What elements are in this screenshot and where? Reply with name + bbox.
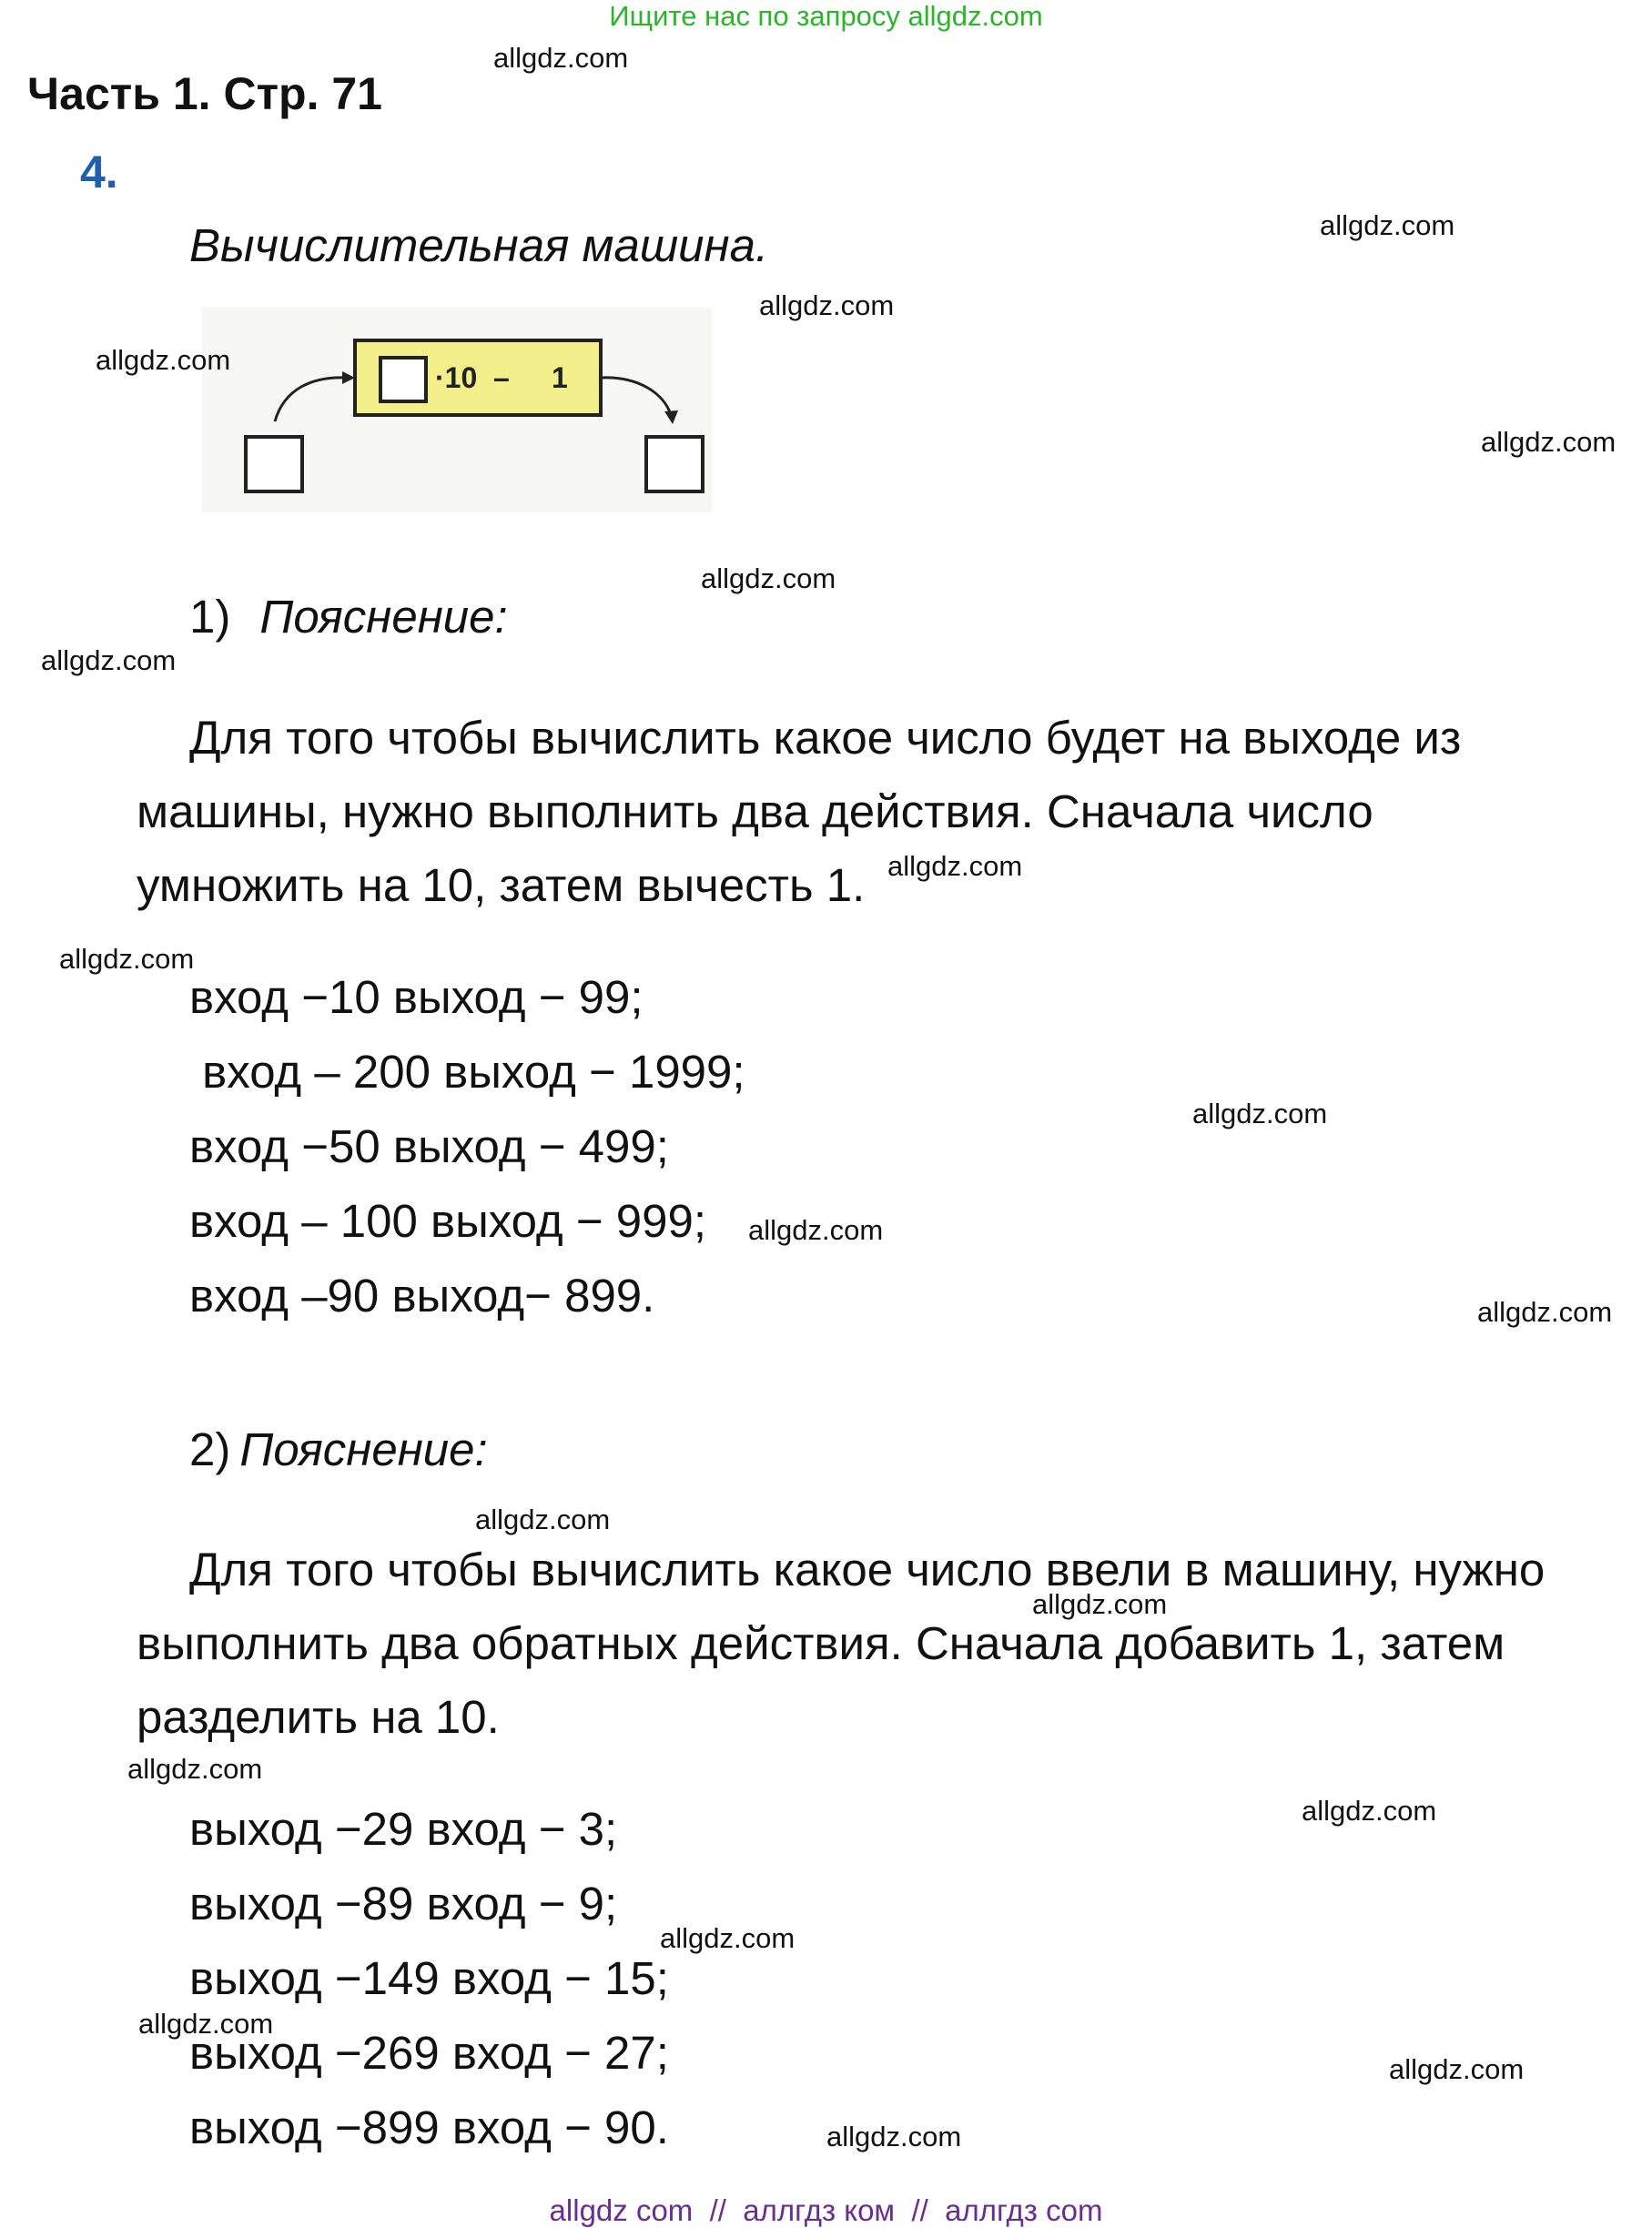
formula-multiply: ·10 (435, 361, 478, 394)
answer-row: вход – 200 выход − 1999; (189, 1046, 745, 1098)
watermark: allgdz.com (475, 1504, 611, 1535)
watermark: allgdz.com (748, 1214, 884, 1246)
answer-row: вход – 100 выход − 999; (189, 1195, 707, 1247)
answer-row: выход −89 вход − 9; (189, 1878, 618, 1929)
section2-label: Пояснение: (239, 1423, 488, 1475)
section1-label: Пояснение: (259, 591, 508, 643)
watermark: allgdz.com (1481, 426, 1617, 458)
watermark: allgdz.com (1320, 209, 1455, 241)
input-box (246, 437, 302, 491)
answer-row: выход −29 вход − 3; (189, 1803, 618, 1855)
answer-row: вход −50 выход − 499; (189, 1120, 669, 1172)
formula-dash: – (493, 361, 510, 394)
paragraph-line: Для того чтобы вычислить какое число ввели в машину, нужно (189, 1544, 1546, 1595)
top-banner: Ищите нас по запросу allgdz.com (609, 0, 1043, 32)
paragraph-line: машины, нужно выполнить два действия. Сначала число (137, 785, 1373, 837)
watermark: allgdz.com (660, 1922, 796, 1954)
section2-number: 2) (189, 1423, 231, 1475)
output-box (646, 437, 703, 491)
answer-row: вход –90 выход− 899. (189, 1270, 655, 1322)
watermark: allgdz.com (1192, 1098, 1328, 1129)
answer-row: выход −269 вход − 27; (189, 2027, 669, 2079)
formula-subtract: 1 (552, 361, 568, 394)
watermark: allgdz.com (96, 344, 231, 376)
paragraph-line: Для того чтобы вычислить какое число будет на выходе из (189, 712, 1462, 764)
watermark: allgdz.com (887, 850, 1023, 882)
paragraph-line: выполнить два обратных действия. Сначала добавить 1, затем (137, 1617, 1505, 1669)
task-number: 4. (80, 147, 118, 197)
section2-explanation (137, 1533, 1629, 1754)
section1-heading (189, 590, 508, 643)
watermark: allgdz.com (138, 2008, 274, 2040)
page-title: Часть 1. Стр. 71 (27, 68, 382, 119)
watermark: allgdz.com (1477, 1296, 1613, 1328)
paragraph-line: разделить на 10. (137, 1691, 500, 1743)
section1-number: 1) (189, 591, 231, 643)
answer-row: вход −10 выход − 99; (189, 971, 644, 1023)
machine-title: Вычислительная машина. (189, 219, 769, 271)
section2-heading (189, 1423, 488, 1476)
computing-machine-diagram (202, 308, 712, 512)
section1-explanation (137, 701, 1629, 922)
answer-row: выход −149 вход − 15; (189, 1952, 669, 2004)
watermark: allgdz.com (826, 2121, 962, 2152)
watermark: allgdz.com (1032, 1588, 1168, 1620)
watermark: allgdz.com (1302, 1795, 1437, 1827)
watermark: allgdz.com (41, 644, 177, 676)
watermark: allgdz.com (1389, 2053, 1525, 2085)
watermark: allgdz.com (759, 289, 895, 321)
watermark: allgdz.com (493, 42, 629, 74)
watermark: allgdz.com (701, 562, 836, 594)
answer-row: выход −899 вход − 90. (189, 2101, 669, 2153)
watermark: allgdz.com (59, 943, 195, 975)
footer: allgdz com // аллгдз ком // аллгдз com (549, 2193, 1103, 2227)
paragraph-line: умножить на 10, затем вычесть 1. (137, 859, 866, 911)
watermark: allgdz.com (127, 1753, 263, 1785)
machine-input-slot (380, 358, 426, 401)
